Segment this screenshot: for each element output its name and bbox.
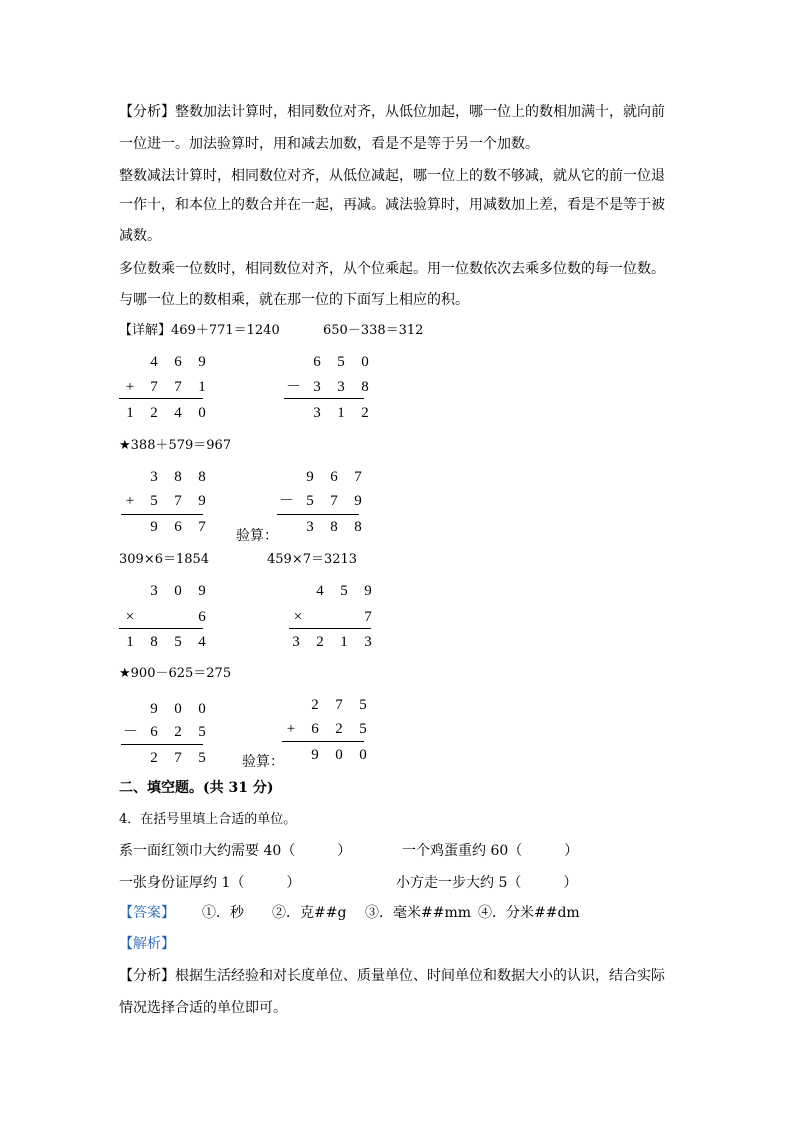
fill-item-2: 一个鸡蛋重约 60（ ） [402,843,579,859]
digit: 1 [340,634,348,650]
digit: 3 [313,405,321,421]
digit: 7 [174,750,182,766]
operator: － [286,379,302,395]
detail-label: 【详解】 [119,323,172,338]
equation-5: 459×7＝3213 [267,552,358,567]
vertical-calc-5 [119,581,219,661]
digit: 5 [150,493,158,509]
digit: 3 [364,634,372,650]
digit: 1 [126,634,134,650]
detail-line [119,321,280,341]
equation-4: 309×6＝1854 [119,552,210,567]
digit: 2 [316,634,324,650]
digit: 0 [174,583,182,599]
answer-4: ④．分米##dm [478,905,580,921]
digit: 7 [174,493,182,509]
digit: 7 [364,609,372,625]
digit: 7 [150,379,158,395]
operator: － [123,724,139,740]
digit: 4 [198,634,206,650]
digit: 6 [198,609,206,625]
analysis-line-7: 与哪一位上的数相乘，就在那一位的下面写上相应的积。 [119,292,469,308]
digit: 3 [337,379,345,395]
digit: 1 [126,405,134,421]
analysis-2-line-2: 情况选择合适的单位即可。 [119,1000,287,1016]
digit: 6 [313,354,321,370]
fill-item-1: 系一面红领巾大约需要 40（ ） [119,843,352,859]
analysis-2-line-1: 【分析】根据生活经验和对长度单位、质量单位、时间单位和数据大小的认识，结合实际 [119,968,665,984]
calc-rule [277,514,359,515]
digit: 3 [292,634,300,650]
digit: 1 [198,379,206,395]
digit: 4 [174,405,182,421]
digit: 5 [359,721,367,737]
equation-3: ★388＋579＝967 [119,438,232,453]
digit: 5 [337,354,345,370]
digit: 9 [198,583,206,599]
digit: 7 [198,519,206,535]
digit: 2 [335,721,343,737]
fill-item-3: 一张身份证厚约 1（ ） [119,875,301,891]
check-label-1: 验算： [236,528,278,544]
digit: 5 [198,750,206,766]
vertical-calc-2 [282,352,382,432]
digit: 0 [198,405,206,421]
digit: 6 [174,519,182,535]
digit: 0 [359,747,367,763]
vertical-calc-4 [275,467,375,547]
analysis-line-1: 【分析】整数加法计算时，相同数位对齐，从低位加起，哪一位上的数相加满十，就向前 [119,104,665,120]
digit: 7 [335,697,343,713]
analysis-line-3: 整数减法计算时，相同数位对齐，从低位减起，哪一位上的数不够减，就从它的前一位退 [119,168,665,184]
calc-rule [119,628,203,629]
digit: 7 [354,469,362,485]
digit: 9 [354,493,362,509]
equation-1: 469＋771＝1240 [171,323,280,338]
operator: － [279,493,295,509]
calc-rule [289,628,371,629]
digit: 4 [316,583,324,599]
equation-6: ★900－625＝275 [119,666,232,681]
digit: 8 [174,469,182,485]
digit: 8 [361,379,369,395]
digit: 7 [330,493,338,509]
digit: 9 [306,469,314,485]
digit: 5 [359,697,367,713]
digit: 0 [335,747,343,763]
calc-rule [282,741,364,742]
digit: 3 [150,583,158,599]
analysis-line-4: 一作十，和本位上的数合并在一起，再减。减法验算时，用减数加上差，看是不是等于被 [119,197,665,213]
digit: 0 [174,701,182,717]
vertical-calc-7 [119,699,219,779]
jiexi-label: 【解析】 [119,936,175,952]
section-heading: 二、填空题。(共 31 分) [119,780,274,796]
digit: 8 [330,519,338,535]
digit: 3 [306,519,314,535]
digit: 6 [150,724,158,740]
vertical-calc-1 [119,352,219,432]
digit: 0 [361,354,369,370]
answer-1: ①．秒 [202,905,244,921]
operator: + [286,721,296,737]
digit: 4 [150,354,158,370]
fill-item-4: 小方走一步大约 5（ ） [396,875,578,891]
digit: 5 [198,724,206,740]
calc-rule [119,398,203,399]
digit: 0 [198,701,206,717]
digit: 9 [364,583,372,599]
digit: 6 [174,354,182,370]
digit: 5 [306,493,314,509]
check-label-2: 验算： [242,754,284,770]
analysis-line-5: 减数。 [119,228,161,244]
operator: + [125,379,135,395]
digit: 5 [174,634,182,650]
digit: 7 [174,379,182,395]
answer-label: 【答案】 [119,905,175,921]
digit: 6 [311,721,319,737]
calc-rule [121,744,203,745]
calc-rule [284,398,364,399]
vertical-calc-8 [280,695,380,775]
digit: 2 [150,405,158,421]
answer-2: ②．克##g [272,905,347,921]
digit: 9 [150,519,158,535]
vertical-calc-6 [289,581,389,661]
digit: 8 [150,634,158,650]
question-4: 4．在括号里填上合适的单位。 [119,812,297,827]
analysis-line-2: 一位进一。加法验算时，用和减去加数，看是不是等于另一个加数。 [119,136,539,152]
digit: 3 [150,469,158,485]
digit: 8 [198,469,206,485]
digit: 9 [198,354,206,370]
digit: 5 [340,583,348,599]
vertical-calc-3 [119,467,219,547]
equation-2: 650－338＝312 [323,323,424,338]
digit: 8 [354,519,362,535]
operator: × [125,609,135,625]
digit: 2 [150,750,158,766]
digit: 9 [198,493,206,509]
digit: 9 [311,747,319,763]
operator: + [125,493,135,509]
digit: 2 [361,405,369,421]
answer-3: ③．毫米##mm [365,905,472,921]
digit: 2 [174,724,182,740]
digit: 1 [337,405,345,421]
digit: 9 [150,701,158,717]
calc-rule [121,514,203,515]
digit: 3 [313,379,321,395]
digit: 6 [330,469,338,485]
operator: × [293,609,303,625]
analysis-line-6: 多位数乘一位数时，相同数位对齐，从个位乘起。用一位数依次去乘多位数的每一位数。 [119,261,665,277]
digit: 2 [311,697,319,713]
